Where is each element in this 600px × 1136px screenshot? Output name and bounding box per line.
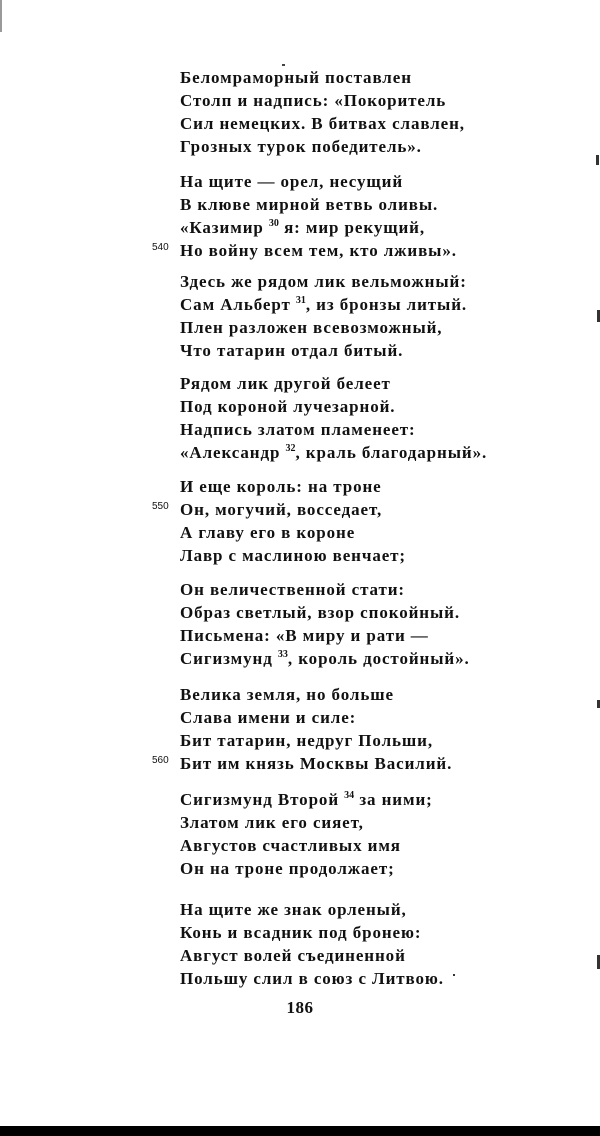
scan-edge-mark: [0, 0, 2, 32]
verse-text: за ними;: [354, 790, 433, 809]
stanza-7: [152, 683, 510, 775]
scan-bottom-edge: [0, 1126, 600, 1136]
footnote-ref: 34: [344, 790, 355, 801]
verse-text: «Казимир: [180, 218, 269, 237]
page-number: 186: [286, 998, 314, 1017]
footnote-ref: 33: [277, 649, 288, 660]
verse-text: Но войну всем тем, кто лживы».: [180, 241, 457, 260]
verse-line: Конь и всадник под бронею:: [180, 923, 422, 942]
verse-line: На щите же знак орленый,: [180, 900, 407, 919]
verse-text: Он, могучий, восседает,: [180, 500, 383, 519]
stanza-3: [180, 270, 510, 362]
line-number: 550: [152, 501, 169, 512]
verse-line: [152, 498, 510, 521]
verse-text: , король достойный».: [287, 649, 470, 668]
scan-edge-mark: [596, 155, 599, 165]
verse-line: Велика земля, но больше: [180, 685, 394, 704]
verse-line: [180, 293, 510, 316]
verse-line: Польшу слил в союз с Литвою.: [180, 969, 444, 988]
verse-line: В клюве мирной ветвь оливы.: [180, 195, 439, 214]
verse-line: Сил немецких. В битвах славлен,: [180, 114, 465, 133]
verse-line: Что татарин отдал битый.: [180, 341, 404, 360]
verse-text: Сам Альберт: [180, 295, 296, 314]
verse-line: Слава имени и силе:: [180, 708, 357, 727]
verse-text: «Александр: [180, 443, 286, 462]
verse-line: А главу его в короне: [180, 523, 356, 542]
verse-line: Лавр с маслиною венчает;: [180, 546, 406, 565]
verse-line: Здесь же рядом лик вельможный:: [180, 272, 467, 291]
line-number: 560: [152, 755, 169, 766]
verse-line: [180, 647, 510, 670]
verse-line: Бит татарин, недруг Польши,: [180, 731, 433, 750]
stanza-9: [180, 898, 510, 990]
stanza-4: [180, 372, 510, 464]
verse-line: Он на троне продолжает;: [180, 859, 395, 878]
verse-line: Образ светлый, взор спокойный.: [180, 603, 460, 622]
verse-text: , из бронзы литый.: [305, 295, 468, 314]
verse-line: Столп и надпись: «Покоритель: [180, 91, 447, 110]
footnote-ref: 31: [295, 295, 306, 306]
verse-line: Августов счастливых имя: [180, 836, 401, 855]
stanza-5: [152, 475, 510, 567]
verse-line: Он величественной стати:: [180, 580, 405, 599]
verse-line: Грозных турок победитель».: [180, 137, 422, 156]
verse-line: [180, 788, 510, 811]
verse-text: Сигизмунд: [180, 649, 278, 668]
footnote-ref: 32: [285, 443, 296, 454]
verse-line: Под короной лучезарной.: [180, 397, 396, 416]
verse-line: [152, 752, 510, 775]
verse-line: И еще король: на троне: [180, 477, 382, 496]
verse-line: [180, 441, 510, 464]
stanza-2: [152, 170, 510, 262]
verse-line: Плен разложен всевозможный,: [180, 318, 443, 337]
verse-line: Рядом лик другой белеет: [180, 374, 391, 393]
footnote-ref: 30: [268, 218, 279, 229]
verse-text: Сигизмунд Второй: [180, 790, 345, 809]
verse-line: На щите — орел, несущий: [180, 172, 404, 191]
verse-line: Беломраморный поставлен: [180, 68, 412, 87]
verse-line: [180, 216, 510, 239]
verse-line: [152, 239, 510, 262]
verse-text: , краль благодарный».: [295, 443, 488, 462]
verse-line: Златом лик его сияет,: [180, 813, 364, 832]
verse-text: Бит им князь Москвы Василий.: [180, 754, 453, 773]
verse-line: Письмена: «В миру и рати —: [180, 626, 429, 645]
verse-line: Август волей съединенной: [180, 946, 406, 965]
scan-speck: [453, 974, 455, 976]
verse-line: Надпись златом пламенеет:: [180, 420, 416, 439]
line-number: 540: [152, 242, 169, 253]
stanza-8: [180, 788, 510, 880]
verse-text: я: мир рекущий,: [278, 218, 426, 237]
stanza-1: [180, 66, 510, 158]
stanza-6: [180, 578, 510, 670]
